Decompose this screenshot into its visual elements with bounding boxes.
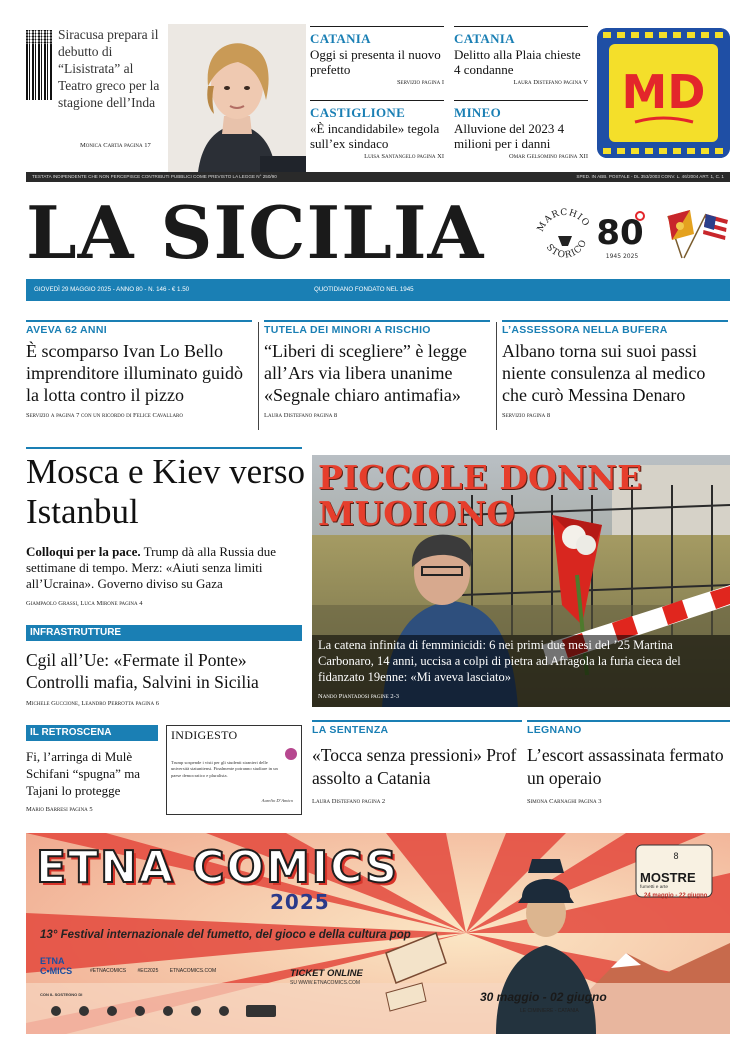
headline-kicker: TUTELA DEI MINORI A RISCHIO — [264, 324, 431, 336]
teaser-rule — [310, 26, 444, 27]
anniversary-years: 1945 2025 — [605, 253, 639, 260]
date-bar — [26, 279, 730, 301]
main-story-rule — [26, 447, 302, 449]
svg-text:MARCHIO — [536, 208, 591, 234]
headline-credit: Laura Distefano pagina 8 — [264, 412, 338, 419]
teaser-catania-prefetto[interactable] — [310, 26, 444, 86]
teaser-rule — [454, 26, 588, 27]
anniversary-number: 80 — [596, 213, 644, 253]
indigesto-box[interactable] — [166, 725, 302, 815]
etna-comics-subtitle: 13° Festival internazionale del fumetto, del gioco e della cultura pop — [40, 929, 411, 941]
legal-info-right: SPED. IN ABB. POSTALE - DL 353/2003 CONV. L. 46/2004 ART. 1, C. 1 — [576, 174, 724, 179]
md-advert-logo[interactable] — [597, 28, 730, 158]
teaser-credit: Luisa Santangelo pagina XI — [364, 153, 444, 160]
etna-comics-year: 2025 — [270, 890, 330, 914]
headline-kicker: LA SENTENZA — [312, 724, 389, 736]
marchio-storico-badge — [536, 202, 594, 272]
headline-credit: Laura Distefano pagina 2 — [312, 798, 386, 805]
teaser-castiglione[interactable] — [310, 100, 444, 160]
mostre-label: MOSTRE — [640, 870, 696, 885]
retroscena-credit: Mario Barresi pagina 5 — [26, 806, 93, 813]
portrait-photo — [168, 24, 306, 172]
teaser-kicker: CATANIA — [310, 31, 371, 46]
teaser-credit: Omar Gelsomino pagina XII — [509, 153, 588, 160]
indigesto-icon — [285, 748, 297, 760]
headline-rule — [502, 320, 728, 322]
anniversary-badge — [596, 206, 648, 264]
etna-comics-title: ETNA COMICS — [36, 842, 399, 893]
headline-rule — [264, 320, 490, 322]
teaser-title: Alluvione del 2023 4 milioni per i danni — [454, 121, 565, 151]
teaser-credit: Servizio pagina I — [396, 79, 444, 86]
etna-logo-line1: ETNA — [40, 956, 65, 966]
retroscena-title[interactable]: Fi, l’arringa di Mulè Schifani “spugna” ma Tajani lo protegge — [26, 749, 141, 798]
legal-info-strip — [26, 172, 730, 182]
indigesto-author: Aurelio D’Amico — [261, 798, 293, 803]
headline-title: «Tocca senza pressioni» Prof assolto a Catania — [312, 745, 517, 788]
column-divider — [258, 322, 259, 430]
headline-title: “Liberi di scegliere” è legge all’Ars via libera unanime «Segnale chiaro antimafia» — [264, 341, 467, 405]
headline-kicker: AVEVA 62 ANNI — [26, 324, 107, 336]
main-story-credit: Giampaolo Grassi, Luca Mirone pagina 4 — [26, 600, 143, 607]
infrastrutture-credit: Michele Guccione, Leandro Perrotta pagina 6 — [26, 700, 159, 707]
retroscena-kicker: IL RETROSCENA — [26, 725, 158, 741]
headline-rule — [26, 320, 252, 322]
teaser-siracusa-text[interactable]: Siracusa prepara il debutto di “Lisistrata” al Teatro greco per la stagione dell’Inda — [58, 27, 160, 110]
photo-story-caption: La catena infinita di femminicidi: 6 nei primi due mesi del ’25 Martina Carbonaro, 14 anni, uccisa a colpi di pietra ad Afragola la furia cieca del fidanzato 19enne: «Mi aveva lasciato» — [318, 638, 681, 684]
headline-credit: Servizio a pagina 7 con un ricordo di Felice Cavallaro — [26, 412, 184, 419]
main-story-dek-lead: Colloqui per la pace. — [26, 544, 141, 559]
flags-icon — [654, 206, 730, 262]
headline-title: L’escort assassinata fermato un operaio — [527, 745, 724, 788]
headline-kicker: LEGNANO — [527, 724, 582, 736]
badge-top-text: MARCHIO — [536, 207, 592, 234]
teaser-rule — [310, 100, 444, 101]
date-issue: GIOVEDÌ 29 MAGGIO 2025 - ANNO 80 - N. 146 - € 1.50 — [34, 286, 190, 293]
etna-comics-logo — [40, 956, 72, 976]
headline-albano[interactable] — [502, 320, 728, 419]
teaser-kicker: CASTIGLIONE — [310, 105, 406, 120]
teaser-title: Oggi si presenta il nuovo prefetto — [310, 47, 441, 77]
column-divider — [496, 322, 497, 430]
festival-location: LE CIMINIERE - CATANIA — [520, 1008, 579, 1014]
teaser-siracusa-credit: Monica Cartia pagina 17 — [80, 142, 151, 149]
main-story-dek — [26, 544, 302, 592]
legal-info-left: TESTATA INDIPENDENTE CHE NON PERCEPISCE CONTRIBUTI PUBBLICI COME PREVISTO LA LEGGE N° 250/90 — [32, 174, 277, 179]
etna-hashtags: #ETNACOMICS #EC2025 ETNACOMICS.COM — [90, 968, 217, 974]
teaser-catania-plaia[interactable] — [454, 26, 588, 86]
teaser-title: Delitto alla Plaia chieste 4 condanne — [454, 47, 581, 77]
photo-story-credit: Nando Piantadosi pagine 2-3 — [318, 693, 399, 700]
mostre-subtitle: fumetti e arte — [640, 885, 668, 890]
headline-title: Albano torna sui suoi passi niente consulenza al medico che curò Messina Denaro — [502, 341, 706, 405]
teaser-kicker: CATANIA — [454, 31, 515, 46]
headline-rule — [527, 720, 730, 722]
ticket-online-url[interactable]: SU WWW.ETNACOMICS.COM — [290, 980, 360, 986]
teaser-mineo[interactable] — [454, 100, 588, 160]
headline-title: È scomparso Ivan Lo Bello imprenditore illuminato guidò la lotta contro il pizzo — [26, 341, 243, 405]
sponsor-label: CON IL SOSTEGNO DI — [40, 992, 83, 997]
headline-liberi-di-scegliere[interactable] — [264, 320, 490, 419]
headline-rule — [312, 720, 522, 722]
md-logo-text: MD — [621, 65, 706, 119]
ticket-online-label[interactable]: TICKET ONLINE — [290, 968, 363, 979]
indigesto-title: INDIGESTO — [171, 728, 238, 742]
headline-credit: Simona Carnaghi pagina 3 — [527, 798, 602, 805]
headline-kicker: L’ASSESSORA NELLA BUFERA — [502, 324, 668, 336]
mostre-dates: 24 maggio - 22 giugno — [644, 893, 708, 899]
teaser-kicker: MINEO — [454, 105, 501, 120]
main-story-dek-body: Trump dà alla Russia due settimane di tempo. Merz: «Aiuti senza limiti all’Ucraina». Governo diviso su Gaza — [26, 544, 277, 591]
photo-story-title[interactable]: PICCOLE DONNE MUOIONO — [318, 458, 643, 533]
indigesto-text: Trump sospende i visti per gli studenti stranieri delle università statunitensi. Finalmente potranno studiare in un paese democratico e pluralista. — [171, 760, 278, 778]
headline-credit: Servizio pagina 8 — [502, 412, 551, 419]
teaser-rule — [454, 100, 588, 101]
badge-bottom-text: STORICO — [543, 237, 590, 261]
headline-legnano[interactable] — [527, 720, 730, 805]
festival-dates: 30 maggio - 02 giugno — [480, 990, 607, 1004]
barcode — [26, 30, 52, 100]
main-story-title[interactable]: Mosca e Kiev verso Istanbul — [26, 452, 305, 531]
infrastrutture-title[interactable]: Cgil all’Ue: «Fermate il Ponte» Controlli mafia, Salvini in Sicilia — [26, 650, 259, 692]
founded-line: QUOTIDIANO FONDATO NEL 1945 — [314, 286, 414, 293]
infrastrutture-kicker: INFRASTRUTTURE — [26, 625, 302, 641]
mostre-number: 8 — [673, 851, 679, 861]
headline-sentenza[interactable] — [312, 720, 522, 805]
masthead-title[interactable]: LA SICILIA — [26, 190, 485, 275]
etna-logo-line2: C•MICS — [40, 966, 73, 976]
headline-lo-bello[interactable] — [26, 320, 252, 419]
teaser-title: «È incandidabile» tegola sull’ex sindaco — [310, 121, 440, 151]
teaser-credit: Laura Distefano pagina V — [513, 79, 588, 86]
